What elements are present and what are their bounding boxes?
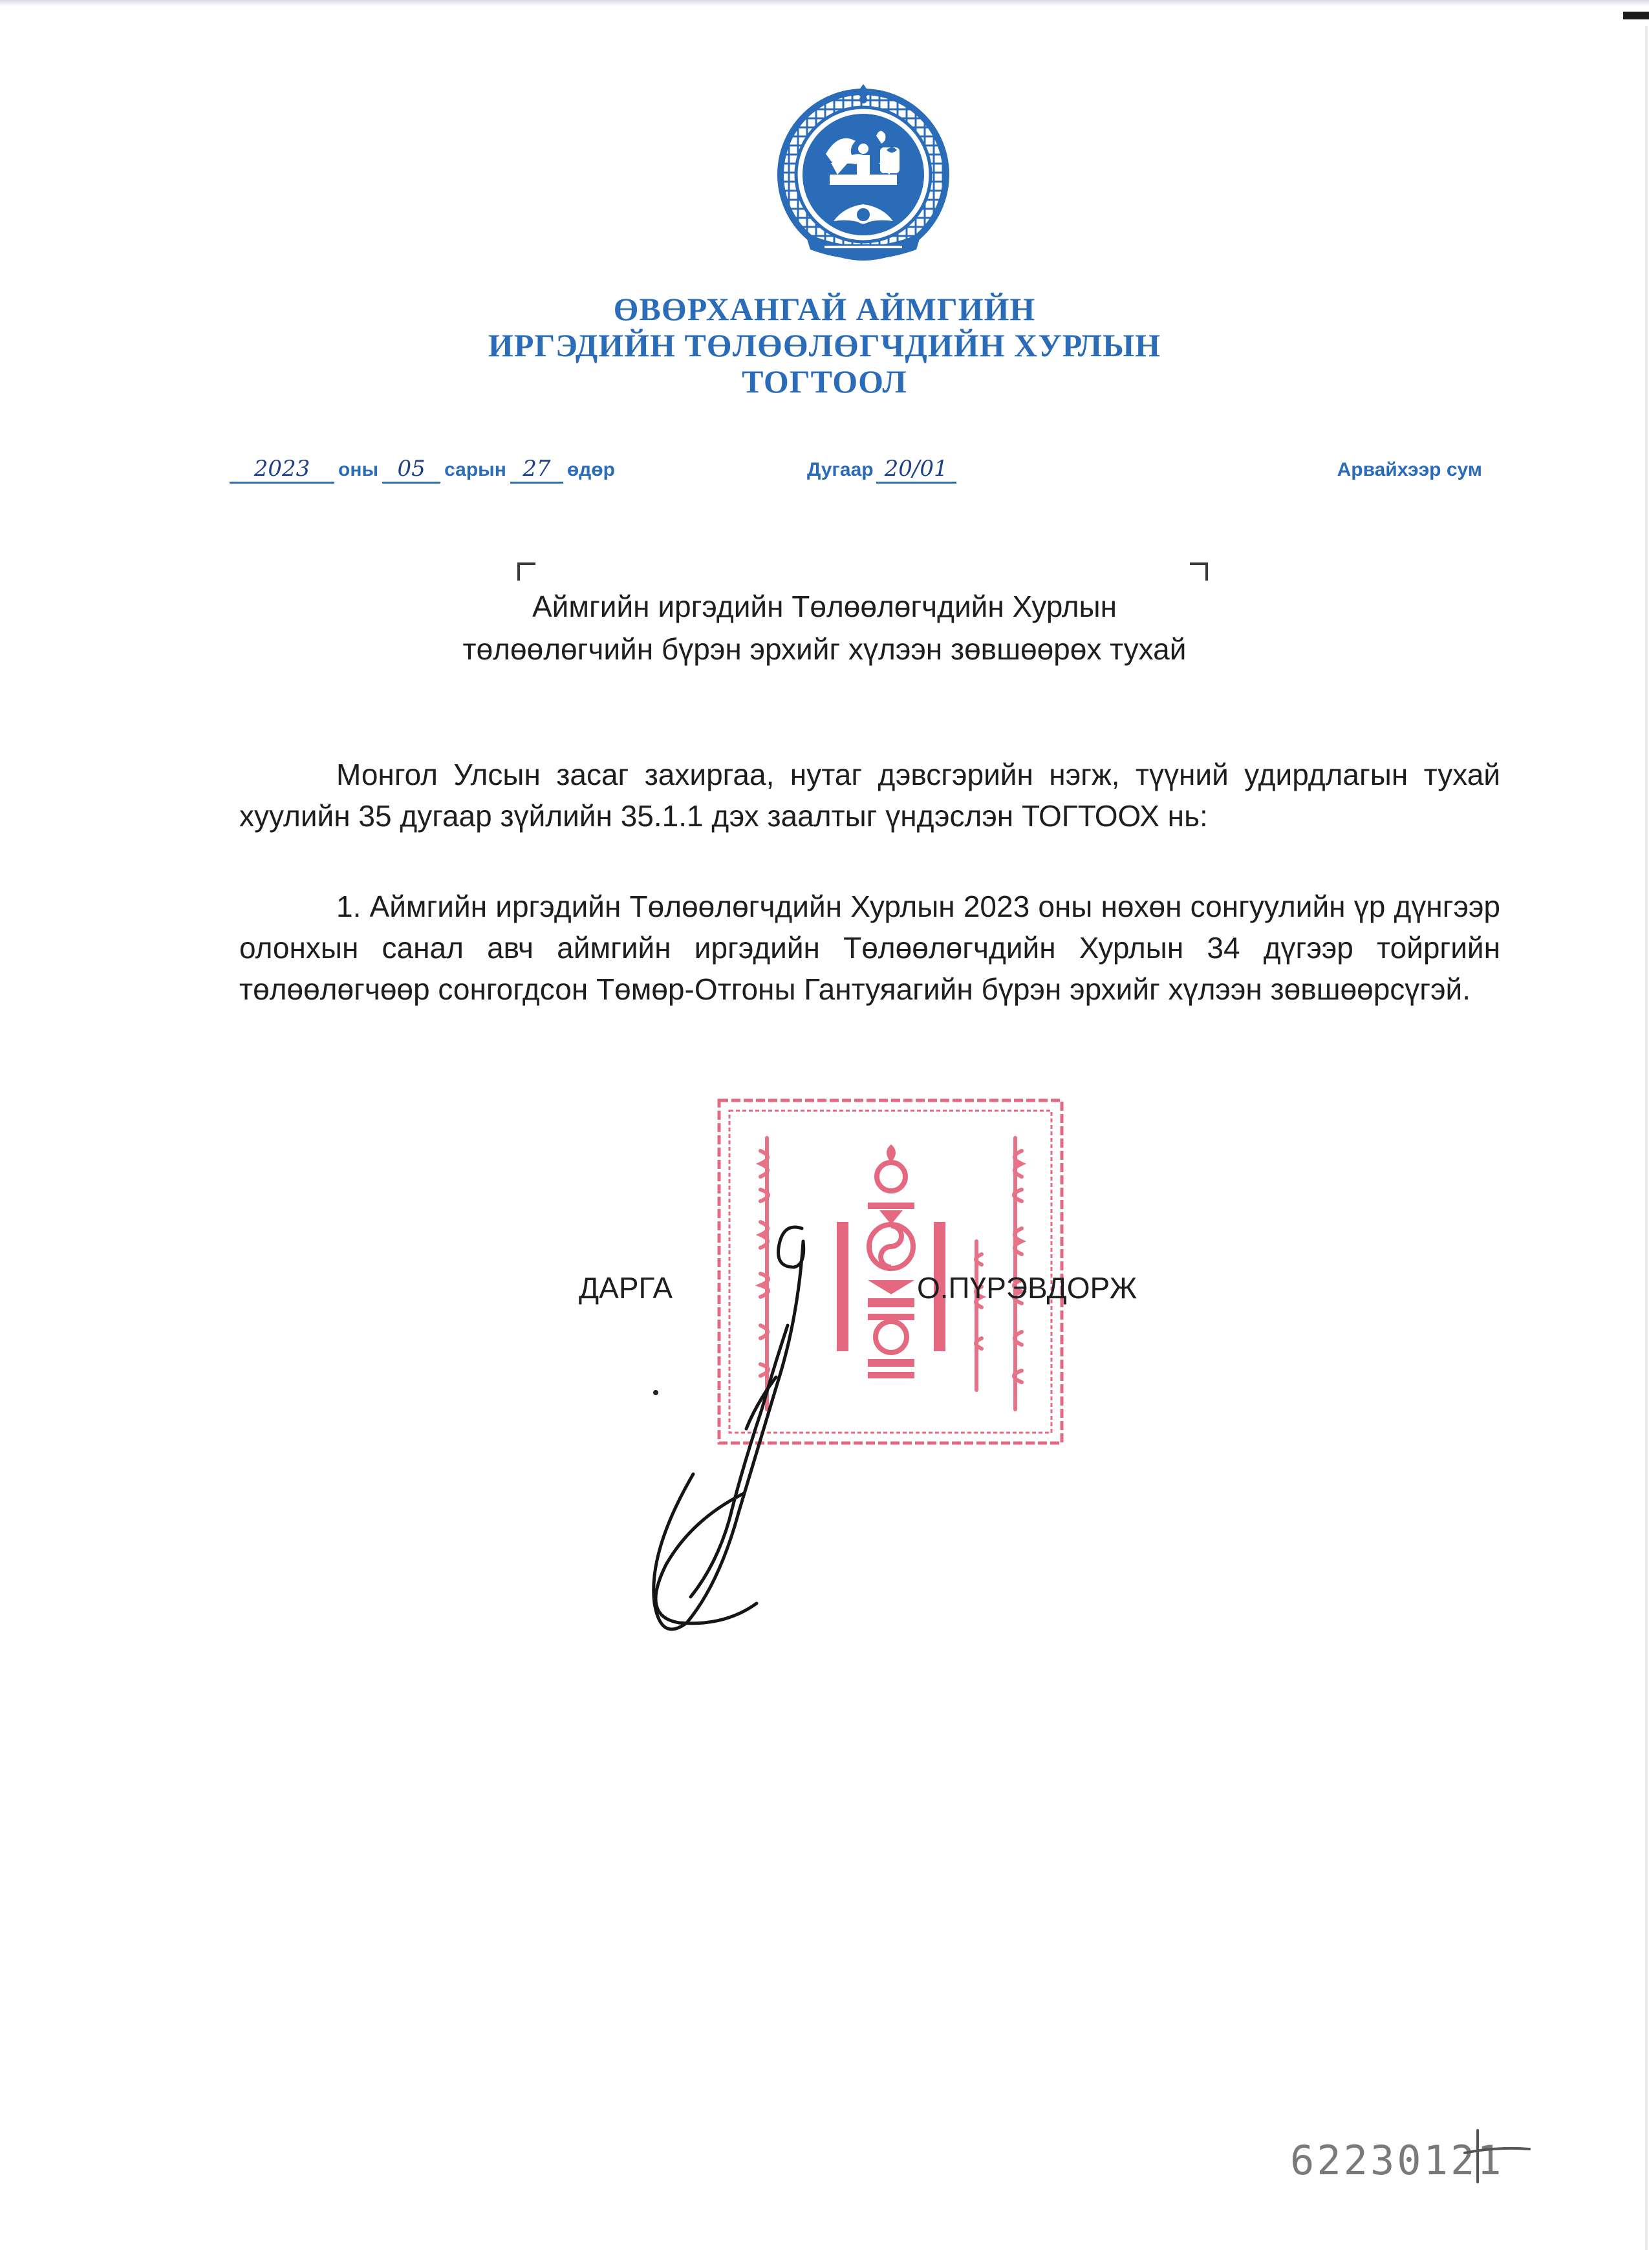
date-month: 05 (382, 456, 440, 484)
body-paragraph-2: 1. Аймгийн иргэдийн Төлөөлөгчдийн Хурлын 2023 оны нөхөн сонгуулийн үр дүнгээр олонхын санал авч аймгийн иргэдийн Төлөөлөгчдийн Хурлын 34 дүгээр тойргийн төлөөлөгчөөр сонгогдсон Төмөр-Отгоны Гантуяагийн бүрэн эрхийг хүлээн зөвшөөрсүгэй. (239, 890, 1500, 1006)
date-day-suffix: өдөр (566, 459, 615, 480)
registration-handwritten-mark (1458, 2127, 1536, 2185)
document-number-line (807, 445, 956, 484)
title-line-1: Аймгийн иргэдийн Төлөөлөгчдийн Хурлын (532, 590, 1117, 623)
registration-number: 62230121 (1290, 2137, 1504, 2184)
document-number-label: Дугаар (807, 459, 874, 480)
document-place (1337, 445, 1482, 484)
date-day: 27 (510, 456, 563, 484)
header-line-2: ИРГЭДИЙН ТӨЛӨӨЛӨГЧДИЙН ХУРЛЫН (488, 327, 1161, 363)
document-place-text: Арвайхээр сум (1337, 459, 1482, 480)
scan-mark (1623, 12, 1649, 19)
date-month-suffix: сарын (444, 459, 506, 480)
body-paragraph-1: Монгол Улсын засаг захиргаа, нутаг дэвсгэрийн нэгж, түүний удирдлагын тухай хуулийн 35 дугаар зүйлийн 35.1.1 дэх заалтыг үндэслэн ТОГТООХ нь: (239, 758, 1500, 833)
scan-edge-top (0, 0, 1649, 6)
header-line-3: ТОГТООЛ (742, 363, 907, 400)
signature-role: ДАРГА (579, 1271, 673, 1305)
state-emblem-icon (766, 78, 960, 272)
stray-mark (653, 1390, 658, 1395)
document-header (0, 291, 1649, 400)
handwritten-signature (530, 1215, 841, 1668)
date-year-suffix: оны (338, 459, 379, 480)
signature-name: О.ПҮРЭВДОРЖ (917, 1271, 1137, 1305)
document-title (0, 585, 1649, 670)
header-line-1: ӨВӨРХАНГАЙ АЙМГИЙН (613, 291, 1036, 327)
title-bracket-left (517, 562, 535, 581)
title-bracket-right (1190, 562, 1208, 581)
date-year: 2023 (230, 456, 334, 484)
date-line (230, 445, 615, 484)
document-number: 20/01 (876, 456, 956, 484)
title-line-2: төлөөлөгчийн бүрэн эрхийг хүлээн зөвшөөрөх тухай (462, 632, 1187, 666)
